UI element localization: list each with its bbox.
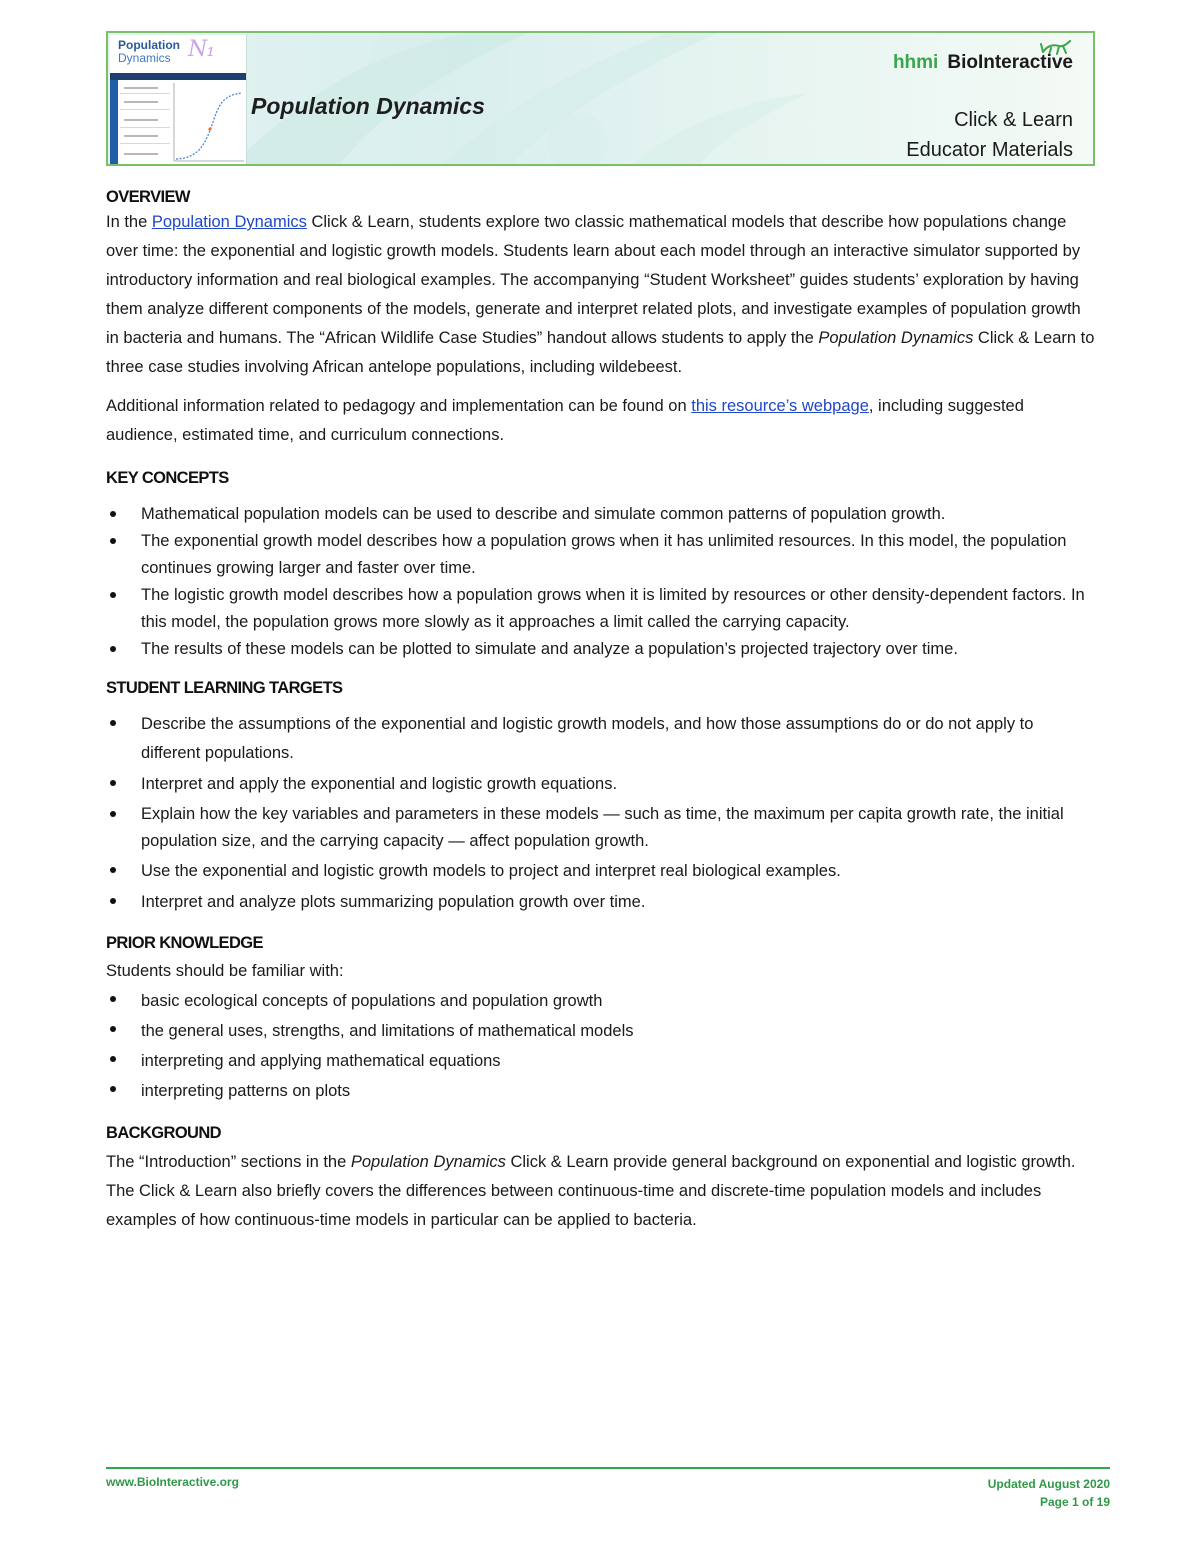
prior-knowledge-list [106, 986, 1096, 1106]
overview-text-italic: Population Dynamics [818, 329, 974, 347]
population-dynamics-thumbnail [110, 35, 247, 164]
key-concepts-list [106, 501, 1096, 663]
list-item: The logistic growth model describes how a population grows when it is limited by resources or other density-dependent factors. In this model, the population grows more slowly as it approaches a limit called the carrying capacity. [106, 582, 1096, 636]
additional-text-a: Additional information related to pedagogy and implementation can be found on [106, 397, 692, 415]
footer-page-number: Page 1 of 19 [1039, 1495, 1110, 1509]
thumbnail-text-line [124, 101, 158, 103]
banner-subtitle-line1: Click & Learn [954, 109, 1073, 131]
list-item: basic ecological concepts of populations and population growth [106, 986, 1096, 1016]
thumbnail-row [120, 109, 170, 110]
learning-targets-heading: STUDENT LEARNING TARGETS [106, 679, 343, 697]
banner-subtitle-line2: Educator Materials [906, 139, 1073, 161]
background-heading: BACKGROUND [106, 1124, 221, 1142]
thumbnail-growth-curve [170, 83, 244, 163]
header-banner [106, 31, 1095, 166]
thumbnail-title [118, 39, 180, 65]
thumbnail-title-line2: Dynamics [118, 51, 171, 65]
background-text-italic: Population Dynamics [350, 1153, 506, 1171]
overview-heading: OVERVIEW [106, 188, 190, 206]
list-item: the general uses, strengths, and limitations of mathematical models [106, 1016, 1096, 1046]
thumbnail-text-line [124, 135, 158, 137]
overview-text-a: In the [106, 213, 152, 231]
overview-text-c: Click & Learn to three case studies involving African antelope populations, including wildebeest. [106, 329, 1095, 376]
key-concepts-heading: KEY CONCEPTS [106, 469, 229, 487]
prior-knowledge-intro: Students should be familiar with: [106, 962, 344, 980]
logo-hhmi: hhmi [892, 52, 939, 73]
list-item: The exponential growth model describes how a population grows when it has unlimited resources. In this model, the population continues growing larger and faster over time. [106, 528, 1096, 582]
footer-divider [106, 1467, 1110, 1469]
thumbnail-text-line [124, 119, 158, 121]
thumbnail-title-line1: Population [118, 38, 180, 52]
learning-targets-list [106, 710, 1096, 917]
list-item: Interpret and apply the exponential and logistic growth equations. [106, 770, 1096, 799]
list-item: Mathematical population models can be used to describe and simulate common patterns of population growth. [106, 501, 1096, 528]
document-body [106, 182, 1096, 1235]
overview-paragraph [106, 208, 1096, 382]
additional-text-b: , including suggested audience, estimated time, and curriculum connections. [106, 397, 1024, 444]
background-paragraph [106, 1148, 1096, 1235]
thumbnail-row [120, 127, 170, 128]
population-dynamics-link[interactable]: Population Dynamics [151, 213, 307, 231]
thumbnail-text-line [124, 87, 158, 89]
list-item: Describe the assumptions of the exponential and logistic growth models, and how those assumptions do or do not apply to different populations. [106, 710, 1096, 768]
list-item: Interpret and analyze plots summarizing population growth over time. [106, 888, 1096, 917]
additional-info-paragraph [106, 392, 1096, 450]
overview-text-b: Click & Learn, students explore two classic mathematical models that describe how populations change over time: the exponential and logistic growth models. Students learn about each model through an interactive simulator supported by introductory information and real biological examples. The accompanying “Student Worksheet” guides students’ exploration by having them analyze different components of the models, generate and interpret related plots, and investigate examples of population growth in bacteria and humans. The “African Wildlife Case Studies” handout allows students to apply the [106, 213, 1081, 347]
biointeractive-logo [893, 52, 1073, 74]
thumbnail-row [120, 143, 170, 144]
thumbnail-equation-decoration: N₁ [188, 37, 215, 62]
background-text-a: The “Introduction” sections in the [106, 1153, 351, 1171]
thumbnail-row [120, 93, 170, 94]
resource-webpage-link[interactable]: this resource’s webpage [691, 397, 869, 415]
list-item: The results of these models can be plotted to simulate and analyze a population’s projected trajectory over time. [106, 636, 1096, 663]
footer-updated-date: Updated August 2020 [987, 1477, 1110, 1491]
thumbnail-side-bar [110, 80, 118, 164]
footer-meta [988, 1475, 1110, 1511]
background-text-b: Click & Learn provide general background on exponential and logistic growth. The Click & Learn also briefly covers the differences between continuous-time and discrete-time population models and includes examples of how continuous-time models in particular can be applied to bacteria. [106, 1153, 1076, 1229]
logo-brand: BioInteractive [947, 52, 1073, 73]
list-item: interpreting patterns on plots [106, 1076, 1096, 1106]
footer-website[interactable]: www.BioInteractive.org [106, 1475, 239, 1489]
thumbnail-text-line [124, 153, 158, 155]
banner-title: Population Dynamics [251, 93, 485, 119]
thumbnail-header-bar [110, 73, 246, 80]
banner-subtitle [906, 105, 1073, 165]
list-item: interpreting and applying mathematical equations [106, 1046, 1096, 1076]
prior-knowledge-heading: PRIOR KNOWLEDGE [106, 934, 263, 952]
list-item: Use the exponential and logistic growth models to project and interpret real biological examples. [106, 857, 1096, 886]
list-item: Explain how the key variables and parameters in these models — such as time, the maximum per capita growth rate, the initial population size, and the carrying capacity — affect population growth. [106, 801, 1096, 855]
